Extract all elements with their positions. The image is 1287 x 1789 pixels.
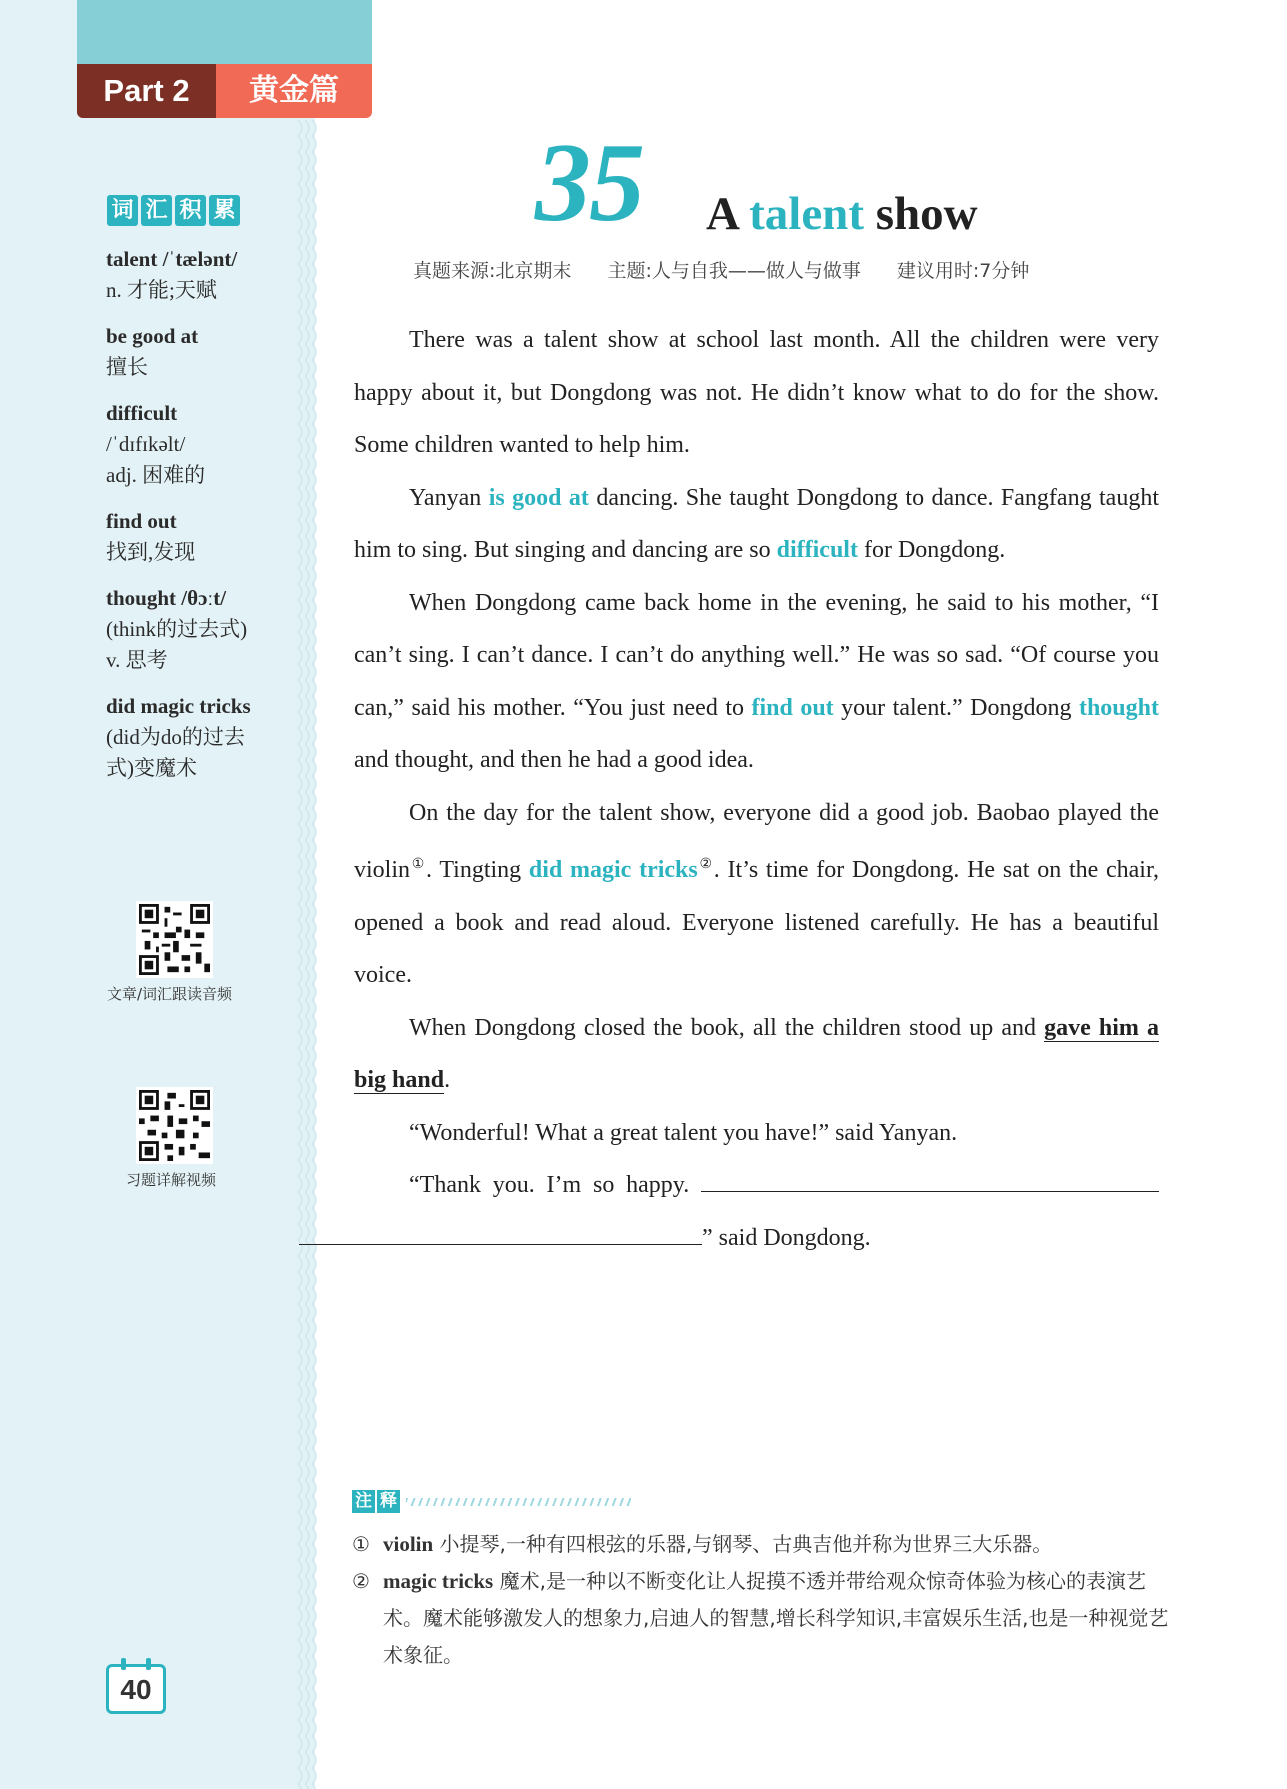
note-mark: ② [352, 1569, 370, 1593]
vocab-item [106, 691, 296, 784]
vocab-term: find out [106, 509, 177, 533]
vocab-term: be good at [106, 324, 199, 348]
text-run: your talent.” Dongdong [833, 694, 1079, 721]
notes-heading-char: 注 [352, 1490, 375, 1513]
underlined-phrase: gave him a big hand [354, 1014, 1159, 1093]
notes-divider [406, 1498, 631, 1506]
vocab-heading [107, 195, 240, 226]
text-run: Yanyan [409, 484, 489, 511]
vocab-def: adj. 困难的 [106, 463, 206, 487]
note-body [383, 1563, 1172, 1674]
note-term: magic tricks [383, 1569, 494, 1593]
qr-code-audio[interactable] [136, 901, 213, 978]
keyword: is good at [488, 484, 589, 511]
answer-blank[interactable] [299, 1225, 702, 1245]
wavy-divider [296, 120, 322, 1789]
vocab-def: n. 才能;天赋 [106, 278, 217, 302]
vocab-def: 擅长 [106, 355, 148, 379]
paragraph: “Wonderful! What a great talent you have!” said Yanyan. [409, 1119, 958, 1146]
title-part: show [863, 188, 978, 240]
keyword: difficult [776, 537, 858, 563]
qr-code-icon [139, 904, 210, 975]
text-run: ” said Dongdong. [702, 1224, 871, 1251]
note-body [383, 1526, 1052, 1563]
vocab-item [106, 321, 296, 383]
text-run: . Tingting [426, 857, 529, 883]
keyword: find out [751, 694, 834, 721]
vocab-def: (think的过去式) [106, 617, 248, 641]
vocab-def: 式)变魔术 [106, 756, 197, 780]
lesson-title [706, 184, 978, 244]
vocab-term: did magic tricks [106, 694, 251, 718]
page-number-text: 40 [120, 1674, 152, 1705]
paragraph [354, 1002, 1159, 1107]
vocab-heading-char: 累 [209, 195, 240, 226]
text-run: When Dongdong closed the book, all the children stood up and [409, 1014, 1045, 1041]
vocab-item [106, 244, 296, 306]
lesson-meta [413, 256, 1059, 283]
header-tab-top [77, 0, 372, 64]
paragraph [354, 1159, 1159, 1264]
qr-code-video[interactable] [136, 1087, 213, 1164]
vocab-def: 找到,发现 [106, 540, 196, 564]
meta-time: 建议用时:7分钟 [896, 260, 1030, 282]
text-run: for Dongdong. [857, 537, 1006, 563]
title-part: A [706, 188, 750, 240]
paragraph [354, 577, 1159, 787]
qr-label: 文章/词汇跟读音频 [107, 985, 233, 1003]
reading-passage [354, 314, 1159, 1264]
vocab-term: thought /θɔːt/ [106, 586, 227, 610]
text-run: and thought, and then he had a good idea. [354, 747, 754, 773]
text-run: . It’s time for Dongdong. He sat on the chair, opened a book and read aloud. Everyone listened carefully. He has a beautiful voice. [354, 857, 1160, 988]
footnote-ref: ① [410, 857, 427, 872]
footnote-ref: ② [697, 857, 714, 872]
vocab-def: /ˈdɪfɪkəlt/ [106, 432, 186, 456]
note-mark: ① [352, 1532, 370, 1556]
part-label: Part 2 [77, 64, 216, 118]
text-run: dancing. She taught Dongdong to dance. Fangfang taught him to sing. But singing and dancing are so [354, 484, 1159, 563]
paragraph [354, 787, 1159, 1002]
notes-list [352, 1526, 1172, 1674]
meta-theme: 主题:人与自我——做人与做事 [607, 260, 861, 282]
lesson-number: 35 [535, 121, 643, 245]
keyword: did magic tricks [528, 857, 698, 883]
vocab-def: v. 思考 [106, 648, 168, 672]
vocab-term: difficult [106, 401, 178, 425]
vocab-item [106, 506, 296, 568]
answer-blank[interactable] [701, 1172, 1159, 1192]
meta-source: 真题来源:北京期末 [413, 260, 572, 282]
note-item [352, 1563, 1172, 1674]
text-run: “Thank you. I’m so happy. [409, 1172, 701, 1198]
paragraph [354, 472, 1159, 577]
note-term: violin [383, 1532, 434, 1556]
paragraph: There was a talent show at school last month. All the children were very happy about it, but Dongdong was not. He didn’t know what to do for the show. Some children wanted to help him. [354, 327, 1159, 458]
title-highlight: talent [749, 188, 864, 240]
text-run: On the day for the talent show, everyone did a good job. Baobao played the violin [354, 799, 1159, 883]
note-text: 小提琴,一种有四根弦的乐器,与钢琴、古典吉他并称为世界三大乐器。 [433, 1532, 1053, 1556]
notes-tag [352, 1490, 400, 1513]
notes-heading [352, 1490, 631, 1513]
calendar-ring-icon [121, 1658, 126, 1670]
vocab-def: (did为do的过去 [106, 725, 245, 749]
qr-label: 习题详解视频 [126, 1171, 217, 1189]
vocab-heading-char: 积 [175, 195, 206, 226]
vocab-list [106, 244, 296, 799]
notes-heading-char: 释 [377, 1490, 400, 1513]
note-text: 魔术,是一种以不断变化让人捉摸不透并带给观众惊奇体验为核心的表演艺术。魔术能够激发人的想象力,启迪人的智慧,增长科学知识,丰富娱乐生活,也是一种视觉艺术象征。 [383, 1569, 1169, 1667]
vocab-heading-char: 词 [107, 195, 138, 226]
vocab-item [106, 398, 296, 491]
note-item [352, 1526, 1172, 1563]
keyword: thought [1078, 694, 1159, 721]
section-label: 黄金篇 [216, 64, 372, 118]
vocab-item [106, 583, 296, 676]
text-run: When Dongdong came back home in the evening, he said to his mother, “I can’t sing. I can’t dance. I can’t do anything well.” He was so sad. “Of course you can,” said his mother. “You just need to [354, 589, 1159, 721]
vocab-heading-char: 汇 [141, 195, 172, 226]
calendar-ring-icon [146, 1658, 151, 1670]
page-number [106, 1664, 166, 1714]
vocab-term: talent /ˈtælənt/ [106, 247, 238, 271]
qr-code-icon [139, 1090, 210, 1161]
text-run: . [444, 1067, 451, 1093]
